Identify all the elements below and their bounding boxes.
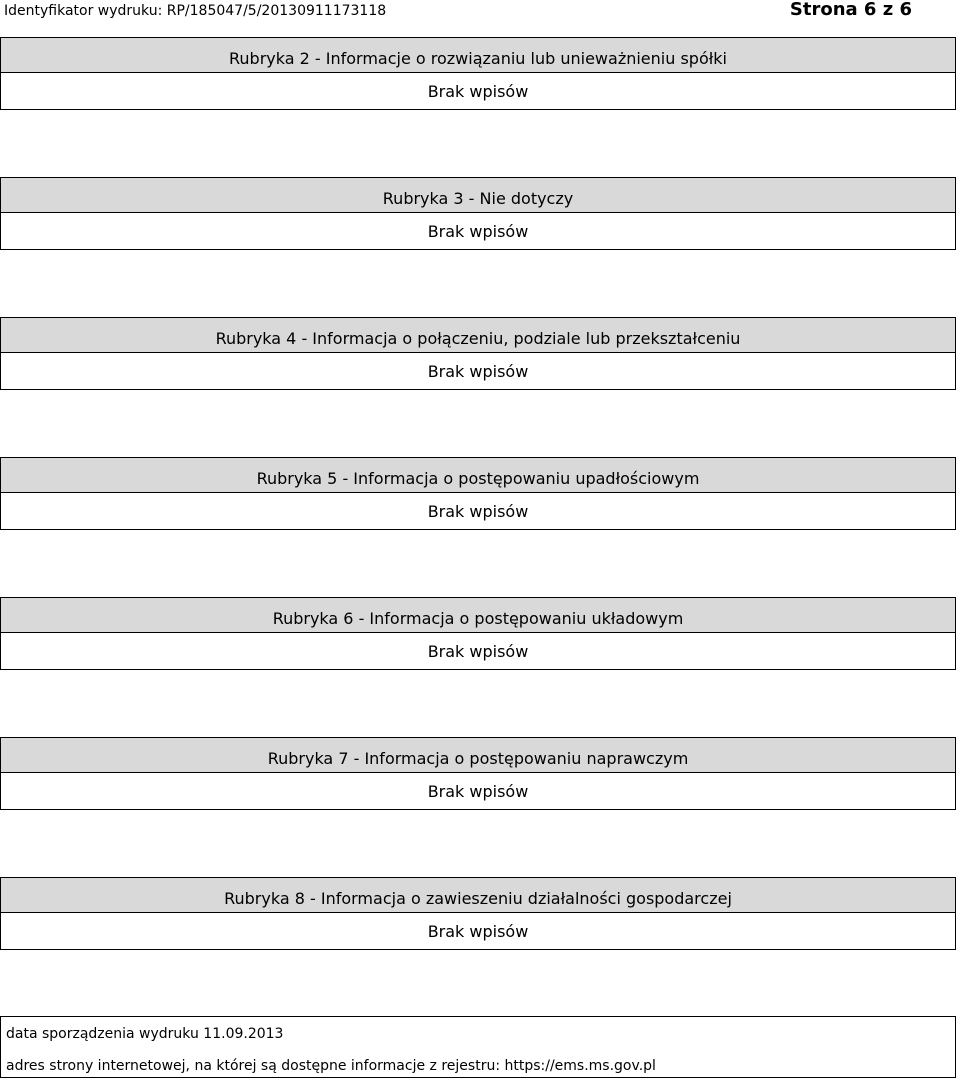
section-body: Brak wpisów <box>427 642 529 661</box>
print-identifier: Identyfikator wydruku: RP/185047/5/20130911173118 <box>4 3 387 19</box>
section-body: Brak wpisów <box>427 82 529 101</box>
section-rubryka-6 <box>0 597 956 670</box>
section-rubryka-3 <box>0 177 956 250</box>
section-rubryka-2 <box>0 37 956 110</box>
section-body: Brak wpisów <box>427 222 529 241</box>
section-title: Rubryka 8 - Informacja o zawieszeniu działalności gospodarczej <box>1 878 955 913</box>
page-number: Strona 6 z 6 <box>789 0 912 20</box>
section-rubryka-7 <box>0 737 956 810</box>
section-body: Brak wpisów <box>427 782 529 801</box>
section-body: Brak wpisów <box>427 502 529 521</box>
section-rubryka-5 <box>0 457 956 530</box>
section-title: Rubryka 4 - Informacja o połączeniu, podziale lub przekształceniu <box>1 318 955 353</box>
section-title: Rubryka 3 - Nie dotyczy <box>1 178 955 213</box>
section-title: Rubryka 6 - Informacja o postępowaniu układowym <box>1 598 955 633</box>
section-title: Rubryka 5 - Informacja o postępowaniu upadłościowym <box>1 458 955 493</box>
section-body: Brak wpisów <box>427 922 529 941</box>
print-date: data sporządzenia wydruku 11.09.2013 <box>6 1026 284 1042</box>
section-title: Rubryka 7 - Informacja o postępowaniu naprawczym <box>1 738 955 773</box>
section-title: Rubryka 2 - Informacje o rozwiązaniu lub unieważnieniu spółki <box>1 38 955 73</box>
section-rubryka-4 <box>0 317 956 390</box>
registry-address: adres strony internetowej, na której są dostępne informacje z rejestru: https://ems.ms.gov.pl <box>6 1058 656 1074</box>
section-body: Brak wpisów <box>427 362 529 381</box>
section-rubryka-8 <box>0 877 956 950</box>
print-footer <box>0 1016 956 1078</box>
